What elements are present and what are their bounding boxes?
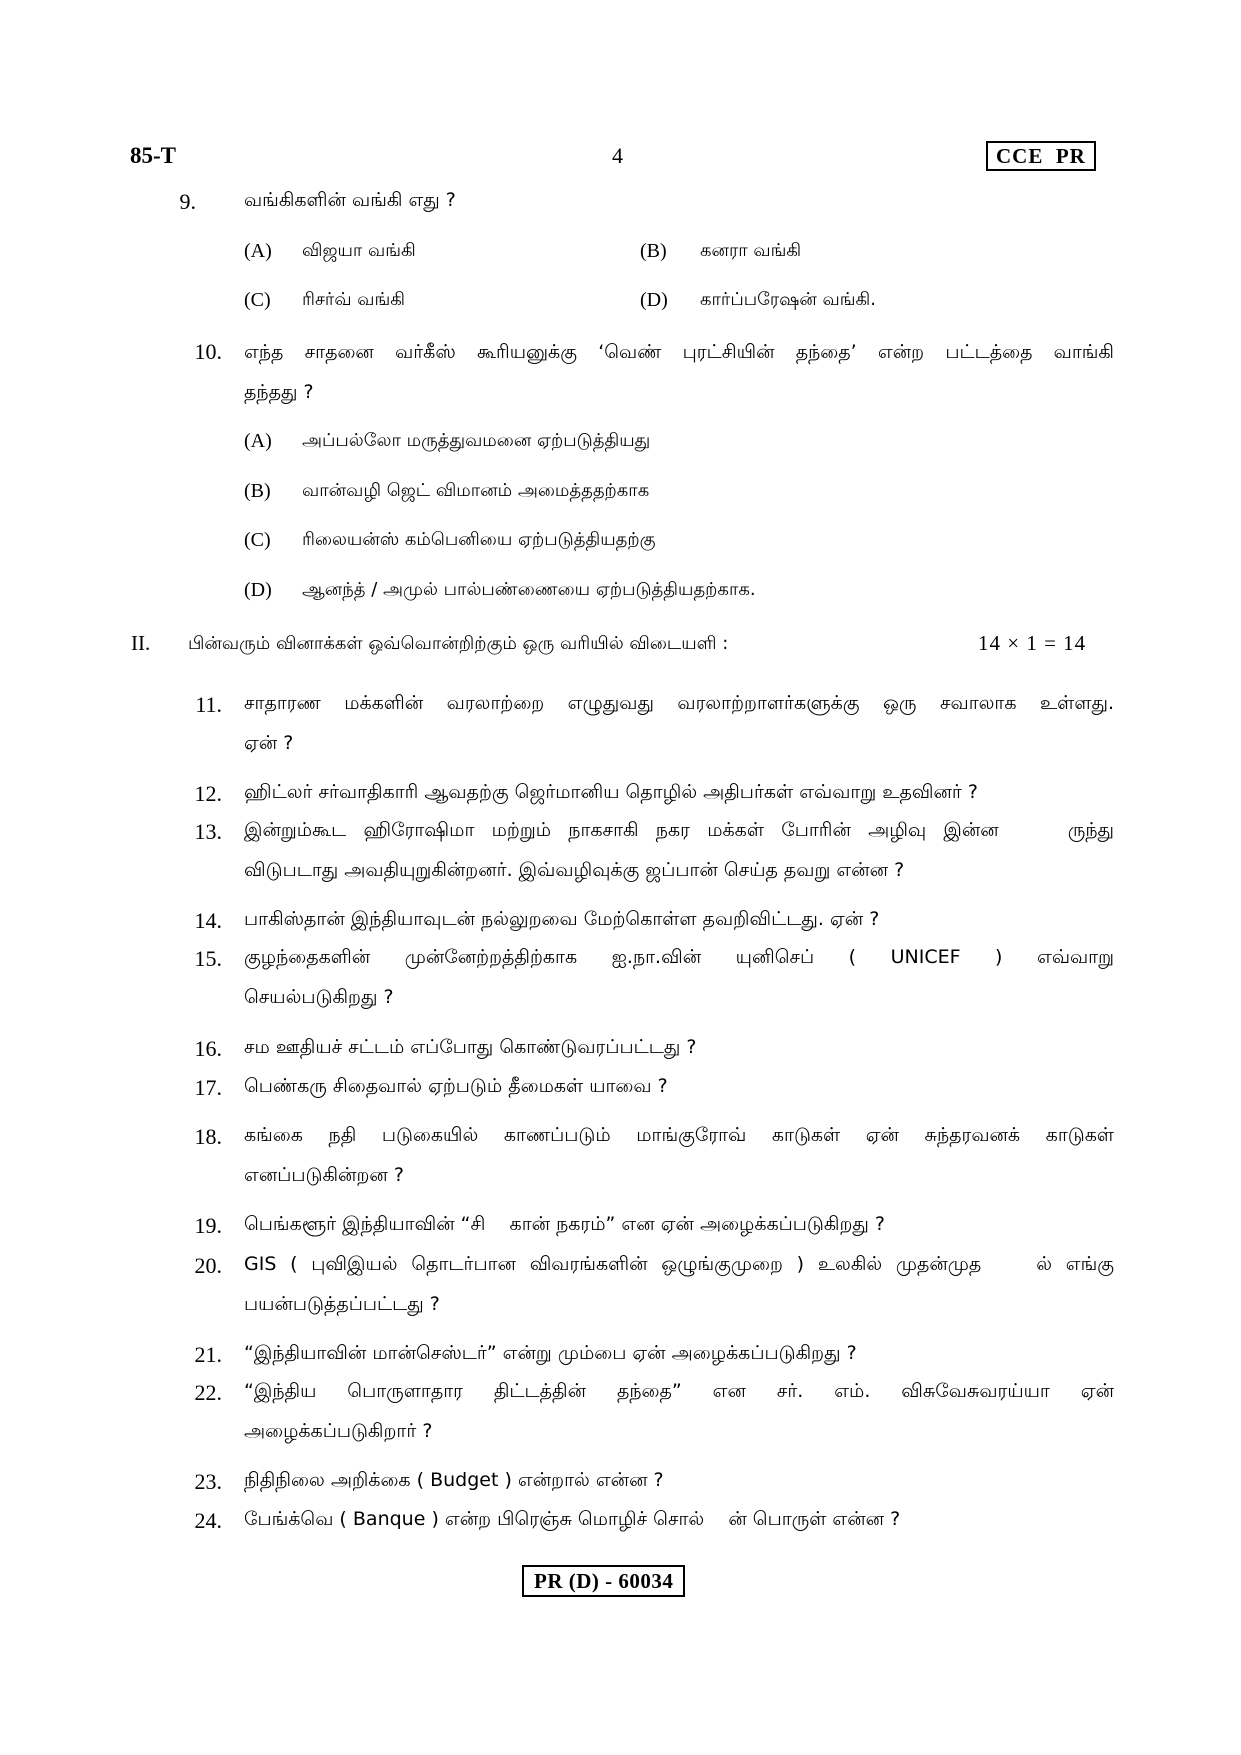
- section-number: II.: [131, 631, 151, 655]
- question-number: 19.: [194, 1213, 222, 1238]
- question-text-line1: நிதிநிலை அறிக்கை ( Budget ) என்றால் என்ன ?: [244, 1469, 664, 1491]
- question-text-line1: பேங்க்வெ ( Banque ) என்ற பிரெஞ்சு மொழிச் சொல் ன் பொருள் என்ன ?: [244, 1508, 901, 1530]
- page-number: 4: [612, 143, 623, 168]
- question-text-line2: எனப்படுகின்றன ?: [244, 1164, 404, 1186]
- question-number: 16.: [194, 1036, 222, 1061]
- option-text: கார்ப்பரேஷன் வங்கி.: [700, 289, 876, 310]
- question-text-line1: பாகிஸ்தான் இந்தியாவுடன் நல்லுறவை மேற்கொள்ள தவறிவிட்டது. ஏன் ?: [244, 908, 880, 930]
- paper-code: 85-T: [130, 143, 176, 168]
- option-label: (C): [244, 529, 271, 551]
- question-text-line1: கங்கை நதி படுகையில் காணப்படும் மாங்குரோவ் காடுகள் ஏன் சுந்தரவனக் காடுகள்: [244, 1124, 1114, 1146]
- section-marks: 14 × 1 = 14: [978, 631, 1087, 655]
- question-text-line1: ஹிட்லர் சர்வாதிகாரி ஆவதற்கு ஜெர்மானிய தொழில் அதிபர்கள் எவ்வாறு உதவினர் ?: [244, 781, 978, 803]
- question-text: வங்கிகளின் வங்கி எது ?: [244, 189, 456, 211]
- option-label: (D): [244, 579, 272, 601]
- question-number: 18.: [194, 1124, 222, 1149]
- question-text-line1: எந்த சாதனை வர்கீஸ் கூரியனுக்கு ‘வெண் புரட்சியின் தந்தை’ என்ற பட்டத்தை வாங்கி: [244, 341, 1114, 363]
- question-text-line1: சம ஊதியச் சட்டம் எப்போது கொண்டுவரப்பட்டது ?: [244, 1036, 697, 1058]
- option-text: கனரா வங்கி: [700, 240, 802, 261]
- question-text-line2: அழைக்கப்படுகிறார் ?: [244, 1420, 433, 1442]
- section-instruction: பின்வரும் வினாக்கள் ஒவ்வொன்றிற்கும் ஒரு வரியில் விடையளி :: [188, 633, 729, 654]
- option-label: (B): [640, 240, 667, 262]
- option-text: ஆனந்த் / அமுல் பால்பண்ணையை ஏற்படுத்தியதற்காக.: [302, 579, 756, 600]
- option-label: (C): [244, 289, 271, 311]
- question-number: 20.: [194, 1253, 222, 1278]
- option-text: வான்வழி ஜெட் விமானம் அமைத்ததற்காக: [302, 480, 650, 501]
- question-text-line1: சாதாரண மக்களின் வரலாற்றை எழுதுவது வரலாற்றாளர்களுக்கு ஒரு சவாலாக உள்ளது.: [244, 692, 1114, 714]
- option-label: (D): [640, 289, 668, 311]
- question-text-line1: பெண்கரு சிதைவால் ஏற்படும் தீமைகள் யாவை ?: [244, 1075, 668, 1097]
- question-number: 10.: [194, 339, 222, 364]
- question-text-line2: செயல்படுகிறது ?: [244, 986, 394, 1008]
- question-number: 23.: [194, 1469, 222, 1494]
- question-text-line1: குழந்தைகளின் முன்னேற்றத்திற்காக ஐ.நா.வின் யுனிசெப் ( UNICEF ) எவ்வாறு: [244, 946, 1114, 968]
- question-number: 9.: [179, 189, 196, 214]
- option-text: ரிசர்வ் வங்கி: [302, 289, 406, 310]
- question-number: 11.: [195, 692, 222, 717]
- question-text-line1: “இந்தியாவின் மான்செஸ்டர்” என்று மும்பை ஏன் அழைக்கப்படுகிறது ?: [244, 1342, 857, 1364]
- option-label: (A): [244, 430, 272, 452]
- question-number: 15.: [194, 946, 222, 971]
- option-label: (A): [244, 240, 272, 262]
- cce-pr-box: CCE PR: [986, 141, 1096, 171]
- question-number: 14.: [194, 908, 222, 933]
- question-number: 24.: [194, 1508, 222, 1533]
- option-label: (B): [244, 480, 271, 502]
- question-number: 22.: [194, 1380, 222, 1405]
- question-text-line1: “இந்திய பொருளாதார திட்டத்தின் தந்தை” என சர். எம். விசுவேசுவரய்யா ஏன்: [244, 1380, 1114, 1402]
- question-text-line2: ஏன் ?: [244, 732, 294, 754]
- option-text: ரிலையன்ஸ் கம்பெனியை ஏற்படுத்தியதற்கு: [302, 529, 656, 550]
- question-number: 21.: [194, 1342, 222, 1367]
- question-text-line1: இன்றும்கூட ஹிரோஷிமா மற்றும் நாகசாகி நகர மக்கள் போரின் அழிவு இன்ன ருந்து: [244, 819, 1114, 841]
- question-text-line1: பெங்களூர் இந்தியாவின் “சி கான் நகரம்” என ஏன் அழைக்கப்படுகிறது ?: [244, 1213, 885, 1235]
- option-text: அப்பல்லோ மருத்துவமனை ஏற்படுத்தியது: [302, 430, 651, 451]
- question-number: 12.: [194, 781, 222, 806]
- question-number: 17.: [194, 1075, 222, 1100]
- question-text-line2: பயன்படுத்தப்பட்டது ?: [244, 1293, 440, 1315]
- question-text-line1: GIS ( புவிஇயல் தொடர்பான விவரங்களின் ஒழுங்குமுறை ) உலகில் முதன்முத ல் எங்கு: [244, 1253, 1114, 1275]
- question-number: 13.: [194, 819, 222, 844]
- question-text-line2: தந்தது ?: [244, 381, 314, 403]
- question-text-line2: விடுபடாது அவதியுறுகின்றனர். இவ்வழிவுக்கு ஜப்பான் செய்த தவறு என்ன ?: [244, 859, 905, 881]
- footer-code-box: PR (D) - 60034: [522, 1565, 685, 1597]
- option-text: விஜயா வங்கி: [302, 240, 416, 261]
